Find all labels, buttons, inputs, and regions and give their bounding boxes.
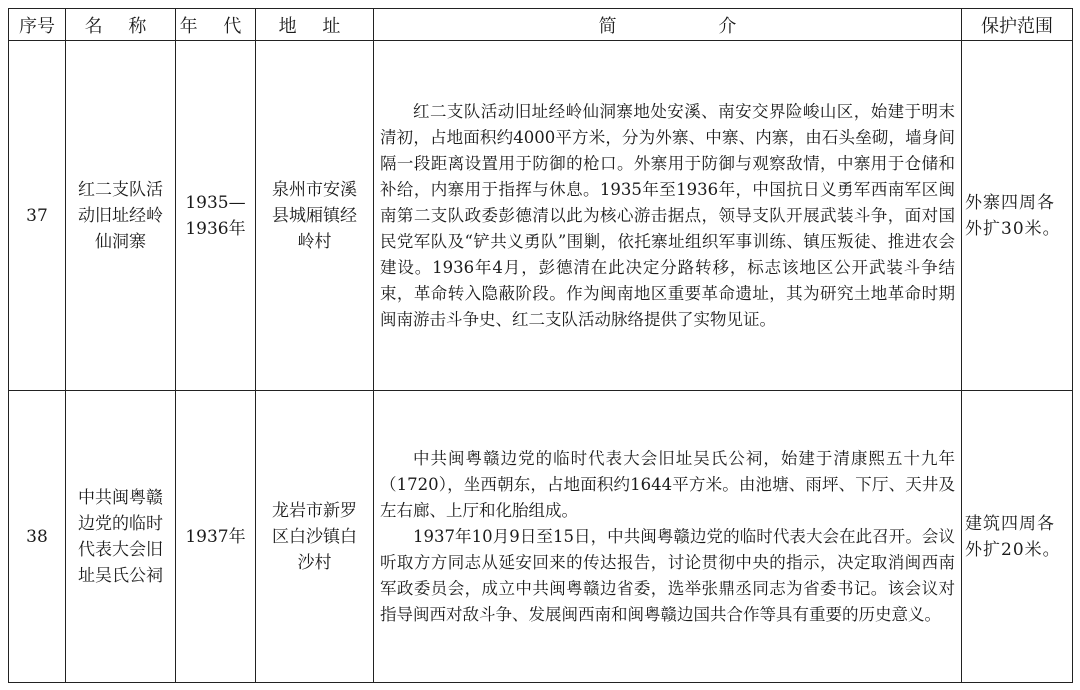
table-row [9,391,1073,683]
cell-seq: 38 [9,391,66,683]
cell-name: 中共闽粤赣边党的临时代表大会旧址吴氏公祠 [66,391,176,683]
cell-protection: 外寨四周各外扩30米。 [962,41,1073,391]
cell-description [374,391,962,683]
header-address: 地 址 [256,9,374,41]
description-paragraph: 中共闽粤赣边党的临时代表大会旧址吴氏公祠，始建于清康熙五十九年（1720），坐西朝东，占地面积约1644平方米。由池塘、雨坪、下厅、天井及左右廊、上厅和化胎组成。 [380,448,955,520]
description-paragraph: 1937年10月9日至15日，中共闽粤赣边党的临时代表大会在此召开。会议听取方方同志从延安回来的传达报告，讨论贯彻中央的指示，决定取消闽西南军政委员会，成立中共闽粤赣边省委，选举张鼎丞同志为省委书记。该会议对指导闽西对敌斗争、发展闽西南和闽粤赣边国共合作等具有重要的历史意义。 [380,526,955,624]
header-description: 简 介 [374,9,962,41]
cell-address: 龙岩市新罗区白沙镇白沙村 [256,391,374,683]
cell-name: 红二支队活动旧址经岭仙洞寨 [66,41,176,391]
cell-era: 1935—1936年 [176,41,256,391]
table-row [9,41,1073,391]
cell-description [374,41,962,391]
cell-protection: 建筑四周各外扩20米。 [962,391,1073,683]
header-era: 年 代 [176,9,256,41]
header-protection: 保护范围 [962,9,1073,41]
header-name: 名 称 [66,9,176,41]
cell-era: 1937年 [176,391,256,683]
heritage-table [8,8,1073,683]
table-header-row [9,9,1073,41]
description-paragraph: 红二支队活动旧址经岭仙洞寨地处安溪、南安交界险峻山区，始建于明末清初，占地面积约4000平方米，分为外寨、中寨、内寨，由石头垒砌，墙身间隔一段距离设置用于防御的枪口。外寨用于防御与观察敌情，中寨用于仓储和补给，内寨用于指挥与休息。1935年至1936年，中国抗日义勇军西南军区闽南第二支队政委彭德清以此为核心游击据点，领导支队开展武装斗争，面对国民党军队及“铲共义勇队”围剿，依托寨址组织军事训练、镇压叛徒、推进农会建设。1936年4月，彭德清在此决定分路转移，标志该地区公开武装斗争结束，革命转入隐蔽阶段。作为闽南地区重要革命遗址，其为研究土地革命时期闽南游击斗争史、红二支队活动脉络提供了实物见证。 [380,101,955,329]
header-seq: 序号 [9,9,66,41]
cell-seq: 37 [9,41,66,391]
cell-address: 泉州市安溪县城厢镇经岭村 [256,41,374,391]
